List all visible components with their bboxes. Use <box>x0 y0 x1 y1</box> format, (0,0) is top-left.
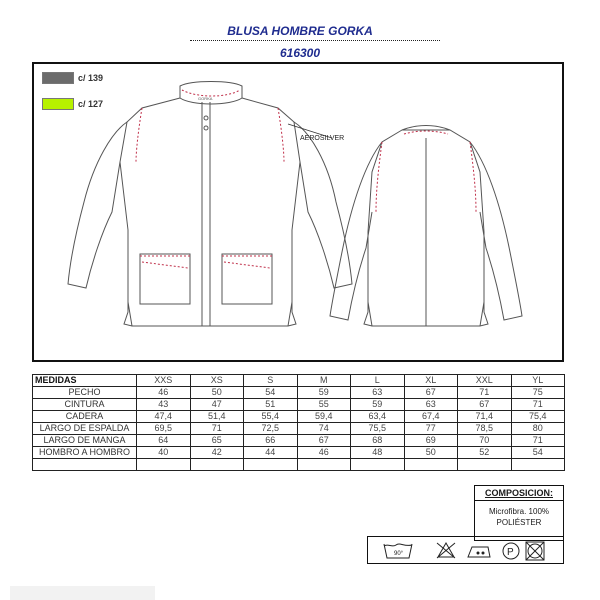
table-cell: 70 <box>458 435 512 447</box>
table-cell: 71 <box>511 435 565 447</box>
table-cell: 72,5 <box>244 423 298 435</box>
table-cell: 59 <box>297 387 351 399</box>
table-cell: 50 <box>190 387 244 399</box>
table-cell: 67 <box>404 387 458 399</box>
back-view <box>330 126 522 327</box>
table-row-empty <box>33 459 565 471</box>
table-row <box>33 399 565 411</box>
table-cell: 67 <box>458 399 512 411</box>
table-cell: 67 <box>297 435 351 447</box>
garment-illustration <box>32 62 564 362</box>
care-symbols <box>368 537 563 563</box>
table-cell: 68 <box>351 435 405 447</box>
table-cell: 46 <box>137 387 191 399</box>
table-cell: 63,4 <box>351 411 405 423</box>
iron-medium-icon <box>468 547 490 557</box>
table-cell: 47,4 <box>137 411 191 423</box>
neck-label: GORKA <box>198 96 213 101</box>
color-label-127: c/ 127 <box>78 99 104 109</box>
size-header: XL <box>404 375 458 387</box>
composition-title: COMPOSICION: <box>475 486 563 501</box>
size-header: XXS <box>137 375 191 387</box>
row-label: CINTURA <box>33 399 137 411</box>
table-cell: 55 <box>297 399 351 411</box>
size-header: XS <box>190 375 244 387</box>
care-symbols-box <box>367 536 564 564</box>
table-cell: 78,5 <box>458 423 512 435</box>
composition-line-1: Microfibra. 100% <box>488 507 550 516</box>
table-cell: 69,5 <box>137 423 191 435</box>
size-header: YL <box>511 375 565 387</box>
table-cell: 75,5 <box>351 423 405 435</box>
row-label: CADERA <box>33 411 137 423</box>
table-cell: 43 <box>137 399 191 411</box>
table-cell: 66 <box>244 435 298 447</box>
table-cell: 47 <box>190 399 244 411</box>
color-label-139: c/ 139 <box>78 73 104 83</box>
title-divider <box>190 40 440 41</box>
table-cell: 55,4 <box>244 411 298 423</box>
table-cell: 54 <box>244 387 298 399</box>
table-row <box>33 447 565 459</box>
table-cell: 69 <box>404 435 458 447</box>
size-header: L <box>351 375 405 387</box>
size-header: M <box>297 375 351 387</box>
composition-text <box>475 506 563 528</box>
table-cell: 77 <box>404 423 458 435</box>
size-header: S <box>244 375 298 387</box>
table-cell: 51,4 <box>190 411 244 423</box>
table-cell: 52 <box>458 447 512 459</box>
table-header-label: MEDIDAS <box>33 375 137 387</box>
table-cell: 46 <box>297 447 351 459</box>
table-cell: 67,4 <box>404 411 458 423</box>
table-cell: 40 <box>137 447 191 459</box>
table-header-row <box>33 375 565 387</box>
no-tumble-dry-icon <box>526 542 544 560</box>
table-cell: 71 <box>511 399 565 411</box>
fabric-annotation: AEROSILVER <box>300 135 345 142</box>
table-cell: 71,4 <box>458 411 512 423</box>
table-cell: 63 <box>404 399 458 411</box>
table-cell: 64 <box>137 435 191 447</box>
row-label: PECHO <box>33 387 137 399</box>
row-label: HOMBRO A HOMBRO <box>33 447 137 459</box>
table-cell: 63 <box>351 387 405 399</box>
table-cell: 44 <box>244 447 298 459</box>
composition-line-2: POLIÉSTER <box>496 518 542 527</box>
table-cell: 71 <box>190 423 244 435</box>
row-label: LARGO DE MANGA <box>33 435 137 447</box>
table-cell: 59,4 <box>297 411 351 423</box>
table-cell: 75,4 <box>511 411 565 423</box>
table-cell: 80 <box>511 423 565 435</box>
dry-clean-letter: P <box>507 547 514 558</box>
table-cell: 42 <box>190 447 244 459</box>
table-cell: 51 <box>244 399 298 411</box>
table-cell: 50 <box>404 447 458 459</box>
table-cell: 59 <box>351 399 405 411</box>
table-row <box>33 435 565 447</box>
row-label: LARGO DE ESPALDA <box>33 423 137 435</box>
wash-temp-label: 90° <box>394 551 404 557</box>
composition-box <box>474 485 564 541</box>
table-cell: 54 <box>511 447 565 459</box>
garment-title: BLUSA HOMBRE GORKA <box>227 24 373 38</box>
table-row <box>33 423 565 435</box>
front-view <box>68 82 352 327</box>
measurement-table <box>32 374 565 471</box>
table-cell: 65 <box>190 435 244 447</box>
table-cell: 71 <box>458 387 512 399</box>
table-cell: 74 <box>297 423 351 435</box>
table-row <box>33 411 565 423</box>
table-cell: 48 <box>351 447 405 459</box>
garment-code: 616300 <box>279 46 321 60</box>
no-bleach-icon <box>437 543 455 558</box>
table-cell: 75 <box>511 387 565 399</box>
table-row <box>33 387 565 399</box>
footer-strip <box>10 586 155 600</box>
size-header: XXL <box>458 375 512 387</box>
